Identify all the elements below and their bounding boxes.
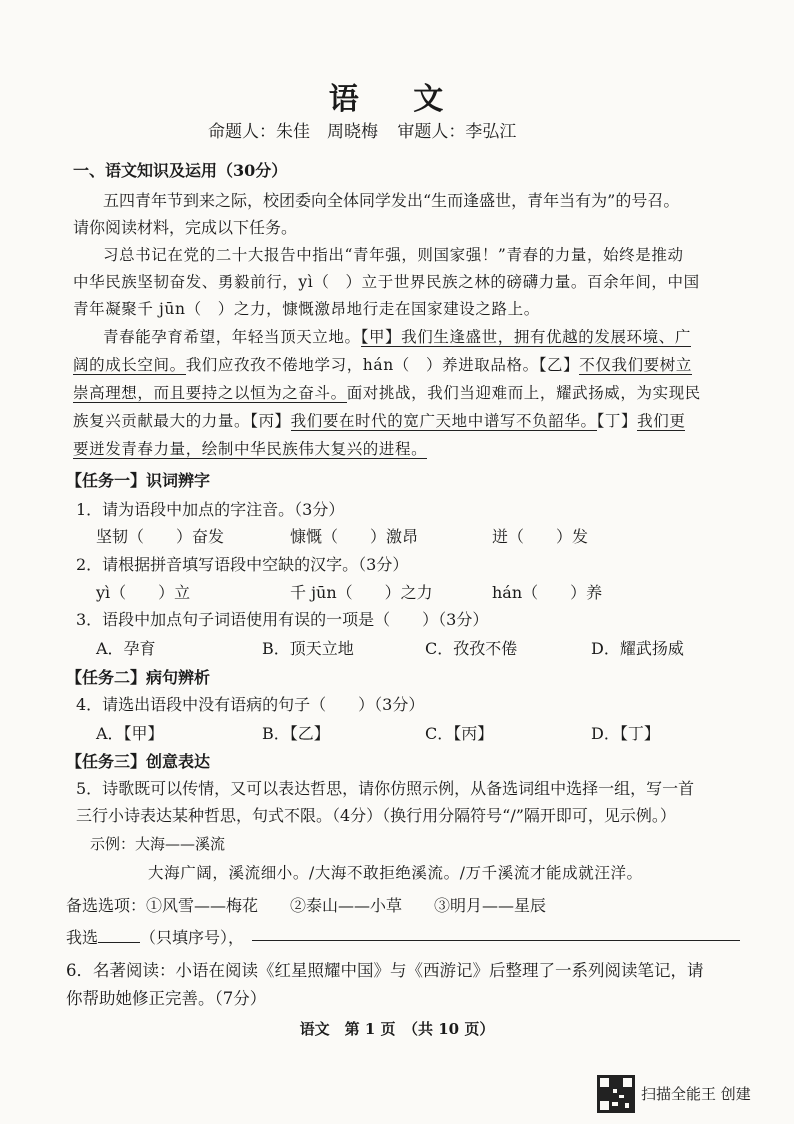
choice-line: 我选 （只填序号）， xyxy=(66,928,245,947)
q1-item-1: 坚韧（ ）奋发 xyxy=(96,527,225,546)
q3-opt-c: C．孜孜不倦 xyxy=(425,639,518,658)
q3: 3．语段中加点句子词语使用有误的一项是（ ）（3分） xyxy=(76,610,489,629)
q6-line-1: 6．名著阅读：小语在阅读《红星照耀中国》与《西游记》后整理了一系列阅读笔记，请 xyxy=(66,961,704,980)
q2-item-2: 千 jūn（ ）之力 xyxy=(290,583,433,602)
q4-opt-c: C．【丙】 xyxy=(425,724,494,743)
para1-line-3: 青年凝聚千 jūn（ ）之力，慷慨激昂地行走在国家建设之路上。 xyxy=(73,300,540,318)
q2: 2．请根据拼音填写语段中空缺的汉字。（3分） xyxy=(76,555,409,574)
reviewer: 审题人：李弘江 xyxy=(397,122,517,142)
q2-item-1: yì（ ）立 xyxy=(96,583,191,602)
q1-item-3: 迸（ ）发 xyxy=(492,527,589,546)
intro-line-1: 五四青年节到来之际，校团委向全体同学发出“生而逢盛世，青年当有为”的号召。 xyxy=(103,191,680,210)
example-label: 示例：大海——溪流 xyxy=(90,835,226,853)
task2-heading: 【任务二】病句辨析 xyxy=(66,668,211,687)
q5-line-1: 5．诗歌既可以传情，又可以表达哲思，请你仿照示例，从备选词组中选择一组，写一首 xyxy=(76,779,695,798)
para2-line-4: 族复兴贡献最大的力量。【丙】我们要在时代的宽广天地中谱写不负韶华。【丁】我们更 xyxy=(73,412,686,430)
setter: 命题人：朱佳 周晓梅 xyxy=(208,122,378,142)
q1-item-2: 慷慨（ ）激昂 xyxy=(290,527,419,546)
answer-line[interactable] xyxy=(252,940,740,941)
q4-opt-d: D．【丁】 xyxy=(591,724,660,743)
q6-line-2: 你帮助她修正完善。（7分） xyxy=(66,989,267,1008)
para2-line-2: 阔的成长空间。我们应孜孜不倦地学习，hán（ ）养进取品格。【乙】不仅我们要树立 xyxy=(73,356,692,374)
qr-code-icon xyxy=(597,1075,635,1113)
q3-opt-d: D．耀武扬威 xyxy=(591,639,684,658)
q5-line-2: 三行小诗表达某种哲思，句式不限。（4分）（换行用分隔符号“/”隔开即可，见示例。） xyxy=(76,806,676,825)
authors-line xyxy=(208,117,530,142)
page-footer: 语文 第 1 页 （共 10 页） xyxy=(299,1020,495,1038)
q3-opt-b: B．顶天立地 xyxy=(262,639,354,658)
q4-opt-b: B．【乙】 xyxy=(262,724,330,743)
scanner-watermark: 扫描全能王 创建 xyxy=(641,1085,751,1103)
para2-line-3: 崇高理想，而且要持之以恒为之奋斗。面对挑战，我们当迎难而上，耀武扬威，为实现民 xyxy=(73,384,701,402)
task1-heading: 【任务一】识词辨字 xyxy=(66,471,211,490)
section-heading: 一、语文知识及运用（30分） xyxy=(73,161,288,180)
q3-opt-a: A．孕育 xyxy=(96,639,156,658)
para2-line-5: 要迸发青春力量，绘制中华民族伟大复兴的进程。 xyxy=(73,440,428,458)
choice-blank[interactable] xyxy=(98,942,140,943)
q1: 1．请为语段中加点的字注音。（3分） xyxy=(76,500,345,519)
q4-opt-a: A．【甲】 xyxy=(96,724,164,743)
para2-line-1: 青春能孕育希望，年轻当顶天立地。【甲】我们生逢盛世，拥有优越的发展环境、广 xyxy=(103,328,691,346)
para1-line-1: 习总书记在党的二十大报告中指出“青年强，则国家强！”青春的力量，始终是推动 xyxy=(103,246,684,264)
q2-item-3: hán（ ）养 xyxy=(492,583,603,602)
options-line: 备选选项：①风雪——梅花 ②泰山——小草 ③明月——星辰 xyxy=(66,896,547,915)
task3-heading: 【任务三】创意表达 xyxy=(66,752,211,771)
intro-line-2: 请你阅读材料，完成以下任务。 xyxy=(73,218,298,237)
para1-line-2: 中华民族坚韧奋发、勇毅前行，yì（ ）立于世界民族之林的磅礴力量。百余年间，中国 xyxy=(73,273,700,291)
q4: 4．请选出语段中没有语病的句子（ ）（3分） xyxy=(76,695,425,714)
page-title: 语 文 xyxy=(328,82,466,117)
example-text: 大海广阔，溪流细小。/大海不敢拒绝溪流。/万千溪流才能成就汪洋。 xyxy=(148,864,643,882)
